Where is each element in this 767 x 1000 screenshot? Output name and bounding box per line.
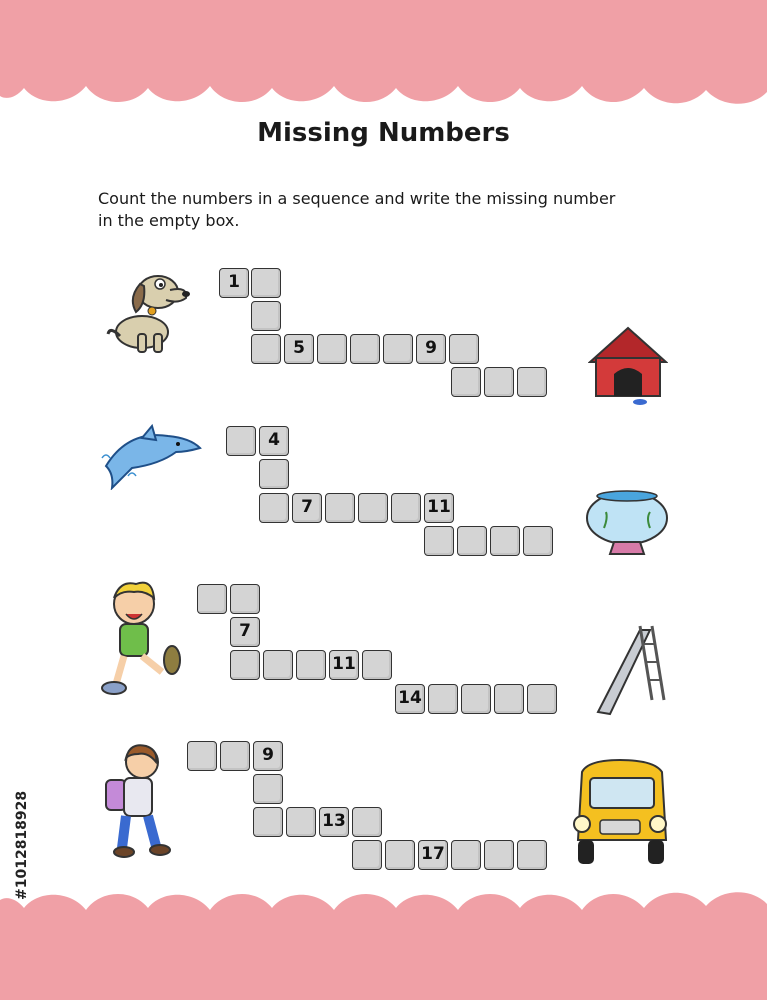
number-box[interactable] [449,334,479,364]
number-box[interactable] [226,426,256,456]
number-box[interactable] [230,584,260,614]
number-box[interactable]: 14 [395,684,425,714]
number-box[interactable]: 13 [319,807,349,837]
number-box[interactable] [187,741,217,771]
stock-id-text: #1012818928 [14,790,30,900]
number-box[interactable]: 7 [230,617,260,647]
number-box[interactable] [220,741,250,771]
number-box[interactable] [385,840,415,870]
number-box[interactable] [494,684,524,714]
number-box[interactable] [517,840,547,870]
number-box[interactable] [484,367,514,397]
number-box[interactable] [350,334,380,364]
number-box[interactable] [457,526,487,556]
worksheet-title: Missing Numbers [257,118,510,148]
number-box[interactable] [461,684,491,714]
number-box[interactable] [517,367,547,397]
number-box[interactable] [490,526,520,556]
boy-kicking-icon [100,576,188,706]
number-box[interactable] [251,334,281,364]
number-box[interactable] [253,774,283,804]
number-box[interactable] [383,334,413,364]
number-box[interactable]: 11 [329,650,359,680]
dolphin-icon [98,418,202,490]
number-box[interactable] [251,301,281,331]
number-box[interactable] [230,650,260,680]
number-box[interactable] [317,334,347,364]
number-box[interactable] [527,684,557,714]
stock-id-watermark [12,760,32,900]
fishbowl-icon [584,488,670,558]
schoolboy-icon [100,740,172,864]
number-box[interactable] [352,807,382,837]
number-box[interactable]: 11 [424,493,454,523]
number-box[interactable] [451,840,481,870]
number-box[interactable]: 7 [292,493,322,523]
number-box[interactable] [325,493,355,523]
number-box[interactable]: 4 [259,426,289,456]
number-box[interactable] [253,807,283,837]
number-box[interactable] [296,650,326,680]
number-box[interactable] [484,840,514,870]
dog-icon [100,264,192,356]
doghouse-icon [588,324,668,410]
number-box[interactable]: 5 [284,334,314,364]
number-box[interactable] [451,367,481,397]
number-box[interactable] [523,526,553,556]
number-box[interactable] [263,650,293,680]
number-box[interactable] [358,493,388,523]
number-box[interactable]: 9 [253,741,283,771]
slide-icon [594,620,666,718]
number-box[interactable] [424,526,454,556]
number-box[interactable] [259,459,289,489]
number-box[interactable]: 9 [416,334,446,364]
number-box[interactable] [286,807,316,837]
instructions-text: Count the numbers in a sequence and write the missing number in the empty box. [98,189,616,230]
number-box[interactable] [362,650,392,680]
number-box[interactable] [259,493,289,523]
number-box[interactable] [428,684,458,714]
school-bus-icon [568,758,672,874]
number-box[interactable] [251,268,281,298]
number-box[interactable] [197,584,227,614]
number-box[interactable] [391,493,421,523]
number-box[interactable]: 17 [418,840,448,870]
number-box[interactable]: 1 [219,268,249,298]
number-box[interactable] [352,840,382,870]
